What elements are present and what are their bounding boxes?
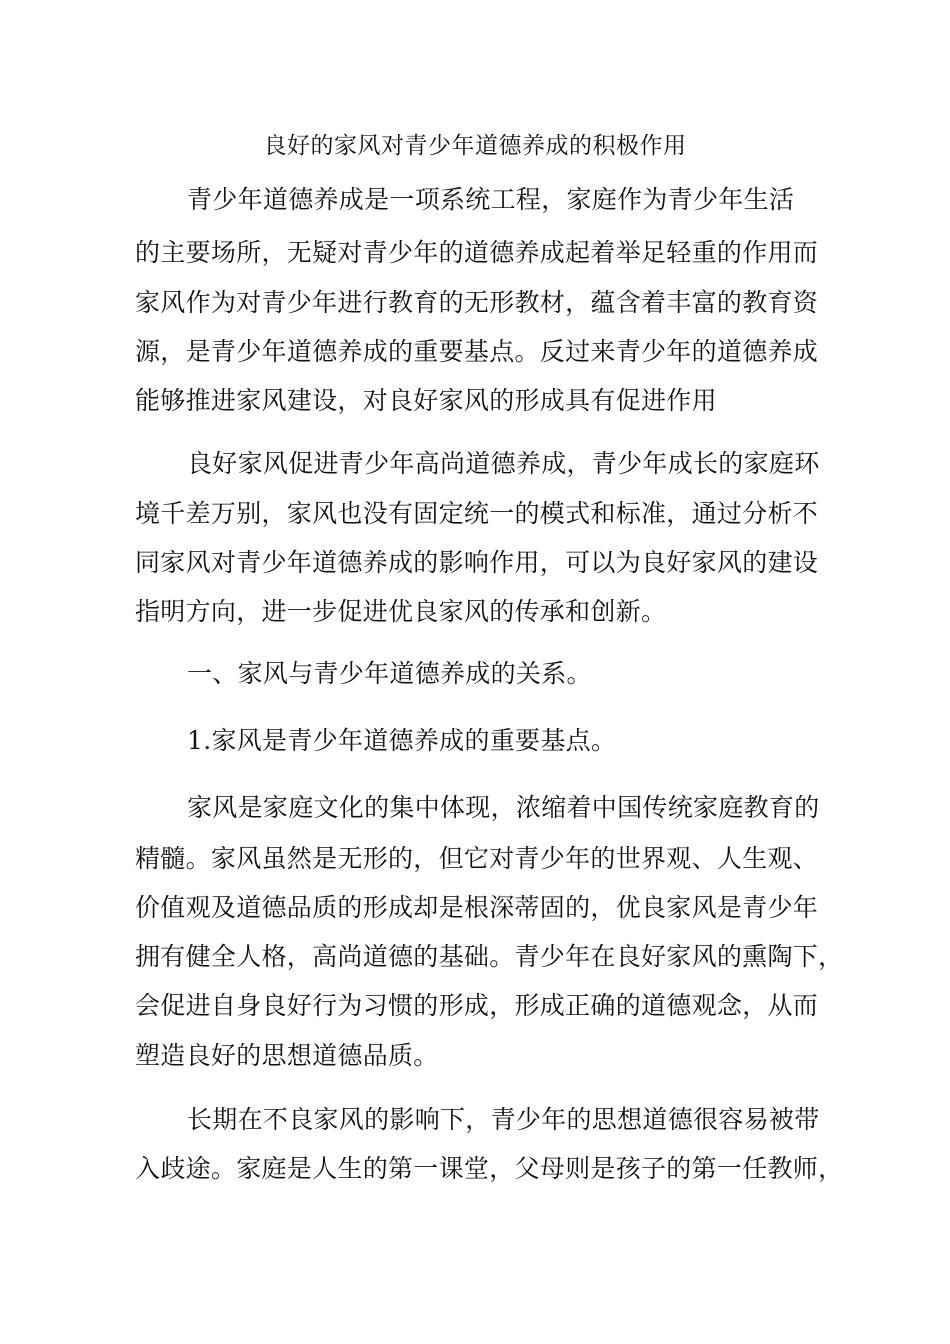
subsection-heading: 1.家风是青少年道德养成的重要基点。 (187, 726, 617, 755)
paragraph-1-line-3: 家风作为对青少年进行教育的无形教材，蕴含着丰富的教育资 (135, 288, 819, 317)
paragraph-3-line-6: 塑造良好的思想道德品质。 (135, 1041, 439, 1070)
paragraph-2-line-2: 境千差万别，家风也没有固定统一的模式和标准，通过分析不 (135, 499, 819, 528)
paragraph-3-line-4: 拥有健全人格，高尚道德的基础。青少年在良好家风的熏陶下， (135, 942, 844, 971)
paragraph-1-line-5: 能够推进家风建设，对良好家风的形成具有促进作用 (135, 386, 717, 415)
paragraph-1-line-2: 的主要场所，无疑对青少年的道德养成起着举足轻重的作用而 (135, 238, 819, 267)
paragraph-4-line-1: 长期在不良家风的影响下，青少年的思想道德很容易被带 (187, 1105, 820, 1134)
paragraph-2-line-1: 良好家风促进青少年高尚道德养成，青少年成长的家庭环 (187, 449, 820, 478)
paragraph-3-line-1: 家风是家庭文化的集中体现，浓缩着中国传统家庭教育的 (187, 793, 820, 822)
paragraph-1-line-1: 青少年道德养成是一项系统工程，家庭作为青少年生活 (187, 185, 795, 214)
section-heading: 一、家风与青少年道德养成的关系。 (187, 659, 592, 688)
paragraph-4-line-2: 入歧途。家庭是人生的第一课堂，父母则是孩子的第一任教师， (135, 1154, 844, 1183)
paragraph-1-line-4: 源，是青少年道德养成的重要基点。反过来青少年的道德养成 (135, 337, 819, 366)
paragraph-2-line-4: 指明方向，进一步促进优良家风的传承和创新。 (135, 597, 667, 626)
paragraph-3-line-5: 会促进自身良好行为习惯的形成，形成正确的道德观念，从而 (135, 991, 819, 1020)
document-title: 良好的家风对青少年道德养成的积极作用 (263, 133, 687, 159)
paragraph-2-line-3: 同家风对青少年道德养成的影响作用，可以为良好家风的建设 (135, 548, 819, 577)
paragraph-3-line-3: 价值观及道德品质的形成却是根深蒂固的，优良家风是青少年 (135, 893, 819, 922)
paragraph-3-line-2: 精髓。家风虽然是无形的，但它对青少年的世界观、人生观、 (135, 844, 819, 873)
